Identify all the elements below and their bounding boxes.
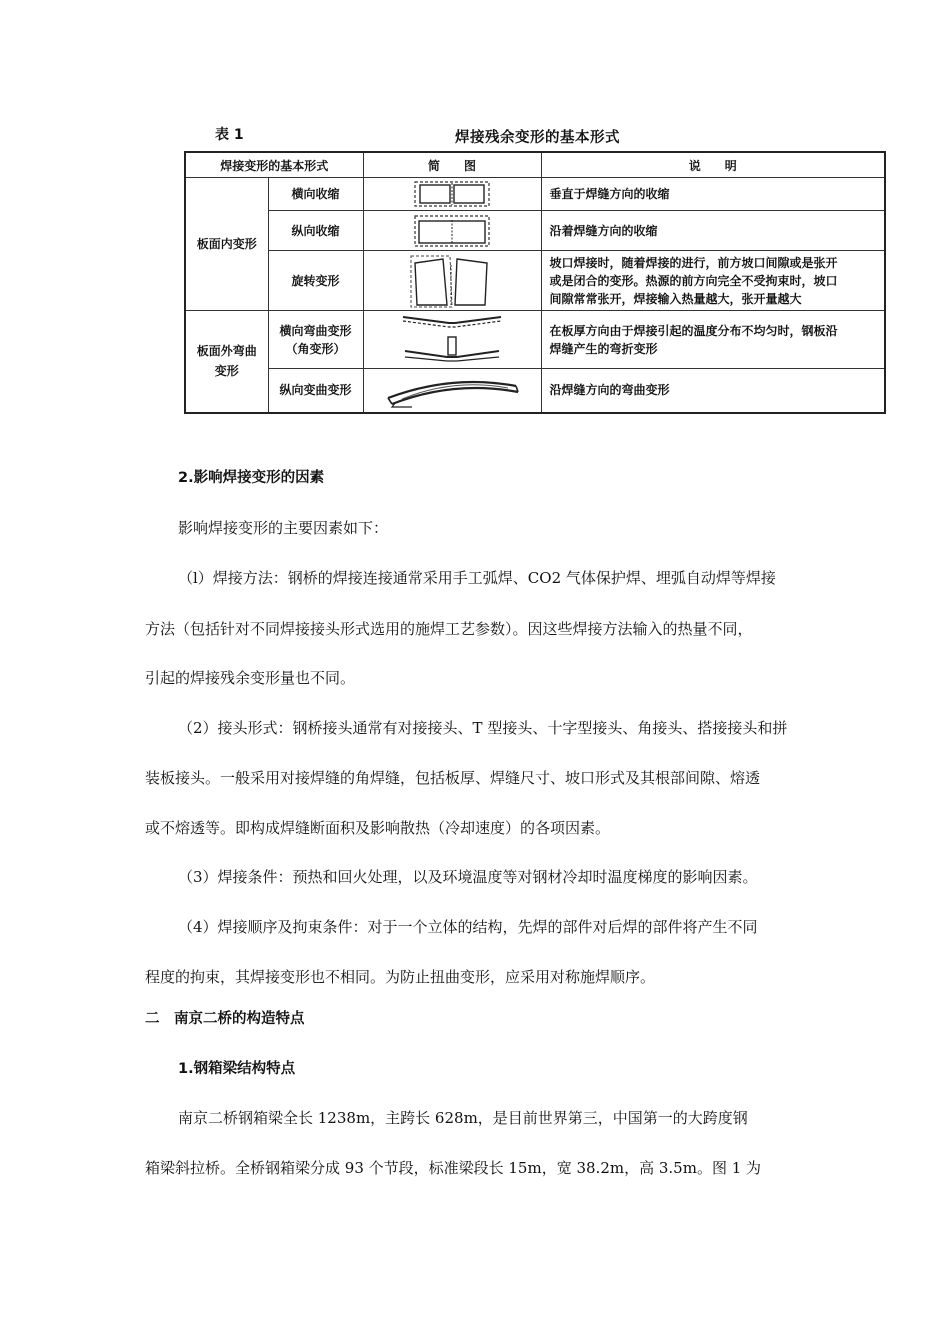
row-description: 垂直于焊缝方向的收缩 — [541, 178, 885, 211]
paragraph-line: 箱梁斜拉桥。全桥钢箱梁分成 93 个节段，标准梁段长 15m，宽 38.2m，高 3.5m。图 1 为 — [145, 1159, 762, 1177]
row-description: 沿着焊缝方向的收缩 — [541, 211, 885, 251]
row-name: 纵向收缩 — [268, 211, 363, 251]
table-number: 表 1 — [215, 127, 244, 143]
description-line: 或是闭合的变形。热源的前方向完全不受拘束时，坡口 — [549, 273, 838, 288]
row-name — [268, 311, 363, 369]
paragraph-line: 程度的拘束，其焊接变形也不相同。为防止扭曲变形，应采用对称施焊顺序。 — [145, 968, 656, 986]
paragraph-line: （2）接头形式：钢桥接头通常有对接接头、T 型接头、十字型接头、角接头、搭接接头和拼 — [178, 719, 788, 737]
paragraph-line: 方法（包括针对不同焊接接头形式选用的施焊工艺参数）。因这些焊接方法输入的热量不同， — [145, 620, 753, 638]
category-in-plane: 板面内变形 — [185, 178, 268, 311]
table-row — [185, 369, 885, 413]
row-description — [541, 311, 885, 369]
row-name: 纵向变曲变形 — [268, 369, 363, 413]
angular-deformation-diagram — [363, 311, 541, 369]
paragraph-line: （4）焊接顺序及拘束条件：对于一个立体的结构，先焊的部件对后焊的部件将产生不同 — [178, 918, 758, 936]
row-description — [541, 251, 885, 311]
table-title: 焊接残余变形的基本形式 — [455, 130, 620, 146]
transverse-shrinkage-diagram — [363, 178, 541, 211]
rotational-deformation-diagram — [363, 251, 541, 311]
chapter-heading: 二 南京二桥的构造特点 — [145, 1011, 305, 1027]
longitudinal-shrinkage-diagram — [363, 211, 541, 251]
description-line: 坡口焊接时，随着焊接的进行，前方坡口间隙或是张开 — [549, 255, 838, 270]
description-line: 焊缝产生的弯折变形 — [549, 341, 658, 356]
longitudinal-bending-diagram — [363, 369, 541, 413]
header-form: 焊接变形的基本形式 — [185, 152, 363, 178]
paragraph-line: 引起的焊接残余变形量也不同。 — [145, 669, 356, 687]
welding-deformation-table — [184, 151, 886, 414]
category-out-of-plane — [185, 311, 268, 413]
paragraph-line: 或不熔透等。即构成焊缝断面积及影响散热（冷却速度）的各项因素。 — [145, 819, 611, 837]
table-row — [185, 211, 885, 251]
description-line: 间隙常常张开，焊接输入热量越大，张开量越大 — [549, 291, 802, 306]
paragraph-line: （l）焊接方法：钢桥的焊接连接通常采用手工弧焊、CO2 气体保护焊、埋弧自动焊等焊接 — [178, 569, 776, 587]
category-line: 变形 — [214, 364, 239, 379]
section-heading-factors: 2.影响焊接变形的因素 — [178, 470, 325, 486]
table-row — [185, 178, 885, 211]
table-row — [185, 251, 885, 311]
row-name: 横向收缩 — [268, 178, 363, 211]
header-diagram: 简 图 — [363, 152, 541, 178]
section-heading-steel-box: 1.钢箱梁结构特点 — [178, 1061, 296, 1077]
paragraph-line: 南京二桥钢箱梁全长 1238m，主跨长 628m，是目前世界第三，中国第一的大跨度钢 — [178, 1109, 748, 1127]
table-caption — [215, 124, 655, 146]
paragraph-line: 装板接头。一般采用对接焊缝的角焊缝，包括板厚、焊缝尺寸、坡口形式及其根部间隙、熔透 — [145, 769, 761, 787]
row-name-line: （角变形） — [285, 341, 346, 356]
paragraph-line: （3）焊接条件：预热和回火处理，以及环境温度等对钢材冷却时温度梯度的影响因素。 — [178, 868, 758, 886]
paragraph-intro: 影响焊接变形的主要因素如下： — [178, 519, 389, 537]
table-header-row — [185, 152, 885, 178]
row-name-line: 横向弯曲变形 — [279, 323, 352, 338]
category-line: 板面外弯曲 — [196, 344, 257, 359]
row-description: 沿焊缝方向的弯曲变形 — [541, 369, 885, 413]
description-line: 在板厚方向由于焊接引起的温度分布不均匀时，钢板沿 — [549, 323, 838, 338]
row-name: 旋转变形 — [268, 251, 363, 311]
table-row — [185, 311, 885, 369]
header-description: 说 明 — [541, 152, 885, 178]
